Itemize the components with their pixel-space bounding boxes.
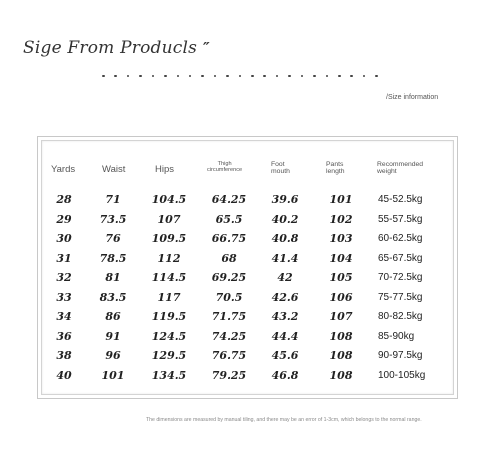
cell-yards: 33 <box>56 290 72 304</box>
column-header-hips <box>155 165 174 175</box>
cell-pants-length: 107 <box>329 310 353 323</box>
divider-dot <box>276 75 279 78</box>
cell-waist: 86 <box>105 310 121 323</box>
cell-waist: 91 <box>105 329 121 343</box>
cell-yards: 32 <box>56 271 72 284</box>
cell-foot-mouth: 44.4 <box>271 329 299 343</box>
cell-foot-mouth: 40.8 <box>271 232 299 245</box>
cell-hips: 109.5 <box>151 232 187 245</box>
cell-recommended-weight: 45-52.5kg <box>378 194 423 205</box>
column-header-pants-length <box>326 161 345 175</box>
cell-thigh-circumference: 69.25 <box>211 271 247 284</box>
cell-recommended-weight: 80-82.5kg <box>378 311 423 322</box>
column-header-line: mouth <box>271 168 290 176</box>
cell-foot-mouth: 45.6 <box>271 349 299 362</box>
cell-recommended-weight: 85-90kg <box>378 330 415 342</box>
cell-recommended-weight: 100-105kg <box>378 369 426 381</box>
cell-thigh-circumference: 70.5 <box>215 290 243 304</box>
measurement-note: The dimensions are measured by manual tiling, and there may be an error of 1-3cm, which belongs to the normal range. <box>146 417 422 423</box>
title-text: Sige From Producls <box>23 38 198 58</box>
cell-foot-mouth: 39.6 <box>271 193 299 206</box>
cell-hips: 129.5 <box>151 349 187 362</box>
cell-pants-length: 108 <box>329 368 353 382</box>
cell-pants-length: 104 <box>329 251 353 265</box>
cell-yards: 38 <box>56 349 72 362</box>
cell-thigh-circumference: 65.5 <box>215 212 243 226</box>
divider-dot <box>363 75 366 78</box>
cell-hips: 117 <box>157 290 181 304</box>
column-header-foot-mouth <box>271 161 290 175</box>
divider-dot <box>164 75 167 78</box>
cell-pants-length: 102 <box>329 212 353 226</box>
dotted-divider <box>102 72 378 80</box>
divider-dot <box>177 75 180 78</box>
cell-yards: 40 <box>56 368 72 382</box>
page-title <box>23 38 210 58</box>
cell-thigh-circumference: 64.25 <box>211 193 247 206</box>
cell-pants-length: 108 <box>329 349 353 362</box>
cell-foot-mouth: 43.2 <box>271 310 299 323</box>
cell-waist: 76 <box>105 232 121 245</box>
cell-foot-mouth: 40.2 <box>271 212 299 226</box>
cell-waist: 101 <box>101 368 125 382</box>
cell-hips: 107 <box>157 212 181 226</box>
divider-dot <box>350 75 353 78</box>
divider-dot <box>139 75 142 78</box>
cell-recommended-weight: 75-77.5kg <box>378 291 423 303</box>
cell-thigh-circumference: 71.75 <box>211 310 247 323</box>
cell-yards: 30 <box>56 232 72 245</box>
column-header-yards <box>51 165 75 175</box>
column-header-line: weight <box>377 168 397 176</box>
cell-hips: 114.5 <box>151 271 187 284</box>
cell-foot-mouth: 42 <box>277 271 293 284</box>
divider-dot <box>301 75 304 78</box>
column-header-thigh-circumference <box>207 162 242 174</box>
cell-waist: 71 <box>105 193 121 206</box>
cell-foot-mouth: 41.4 <box>271 251 299 265</box>
divider-dot <box>214 75 217 78</box>
cell-thigh-circumference: 76.75 <box>211 349 247 362</box>
cell-waist: 83.5 <box>99 290 127 304</box>
cell-yards: 29 <box>56 212 72 226</box>
cell-recommended-weight: 55-57.5kg <box>378 213 423 225</box>
cell-pants-length: 103 <box>329 232 353 245</box>
divider-dot <box>326 75 329 78</box>
divider-dot <box>338 75 341 78</box>
cell-recommended-weight: 65-67.5kg <box>378 252 423 264</box>
divider-dot <box>152 75 155 78</box>
cell-thigh-circumference: 66.75 <box>211 232 247 245</box>
cell-recommended-weight: 60-62.5kg <box>378 233 423 244</box>
cell-thigh-circumference: 68 <box>221 251 237 265</box>
cell-foot-mouth: 42.6 <box>271 290 299 304</box>
cell-yards: 34 <box>56 310 72 323</box>
divider-dot <box>263 75 266 78</box>
column-header-recommended-weight <box>377 161 423 175</box>
cell-pants-length: 105 <box>329 271 353 284</box>
cell-thigh-circumference: 74.25 <box>211 329 247 343</box>
cell-pants-length: 106 <box>329 290 353 304</box>
divider-dot <box>239 75 242 78</box>
divider-dot <box>375 75 378 78</box>
cell-waist: 78.5 <box>99 251 127 265</box>
size-information-label: /Size information <box>386 94 439 101</box>
title-marks: ″ <box>203 39 210 57</box>
column-header-waist <box>102 165 125 175</box>
column-header-line: Pants <box>326 161 344 168</box>
cell-pants-length: 108 <box>329 329 353 343</box>
column-header-line: circumference <box>207 166 243 173</box>
cell-recommended-weight: 90-97.5kg <box>378 350 423 361</box>
divider-dot <box>114 75 117 78</box>
divider-dot <box>189 75 192 78</box>
column-header-line: Hips <box>155 164 175 175</box>
cell-recommended-weight: 70-72.5kg <box>378 272 423 283</box>
divider-dot <box>127 75 130 78</box>
divider-dot <box>288 75 291 78</box>
divider-dot <box>251 75 254 78</box>
divider-dot <box>102 75 105 78</box>
cell-yards: 28 <box>56 193 72 206</box>
column-header-line: Recommended <box>377 161 424 168</box>
cell-yards: 31 <box>56 251 72 265</box>
divider-dot <box>201 75 204 78</box>
cell-hips: 119.5 <box>151 310 187 323</box>
cell-hips: 134.5 <box>151 368 187 382</box>
cell-pants-length: 101 <box>329 193 353 206</box>
cell-thigh-circumference: 79.25 <box>211 368 247 382</box>
column-header-line: length <box>326 168 345 176</box>
cell-yards: 36 <box>56 329 72 343</box>
column-header-line: Yards <box>51 164 76 175</box>
cell-foot-mouth: 46.8 <box>271 368 299 382</box>
cell-hips: 112 <box>157 251 181 265</box>
column-header-line: Waist <box>102 164 126 175</box>
divider-dot <box>313 75 316 78</box>
cell-hips: 104.5 <box>151 193 187 206</box>
cell-waist: 73.5 <box>99 212 127 226</box>
cell-waist: 96 <box>105 349 121 362</box>
cell-waist: 81 <box>105 271 121 284</box>
divider-dot <box>226 75 229 78</box>
column-header-line: Foot <box>271 161 285 168</box>
column-header-line: Thigh <box>217 161 232 167</box>
cell-hips: 124.5 <box>151 329 187 343</box>
